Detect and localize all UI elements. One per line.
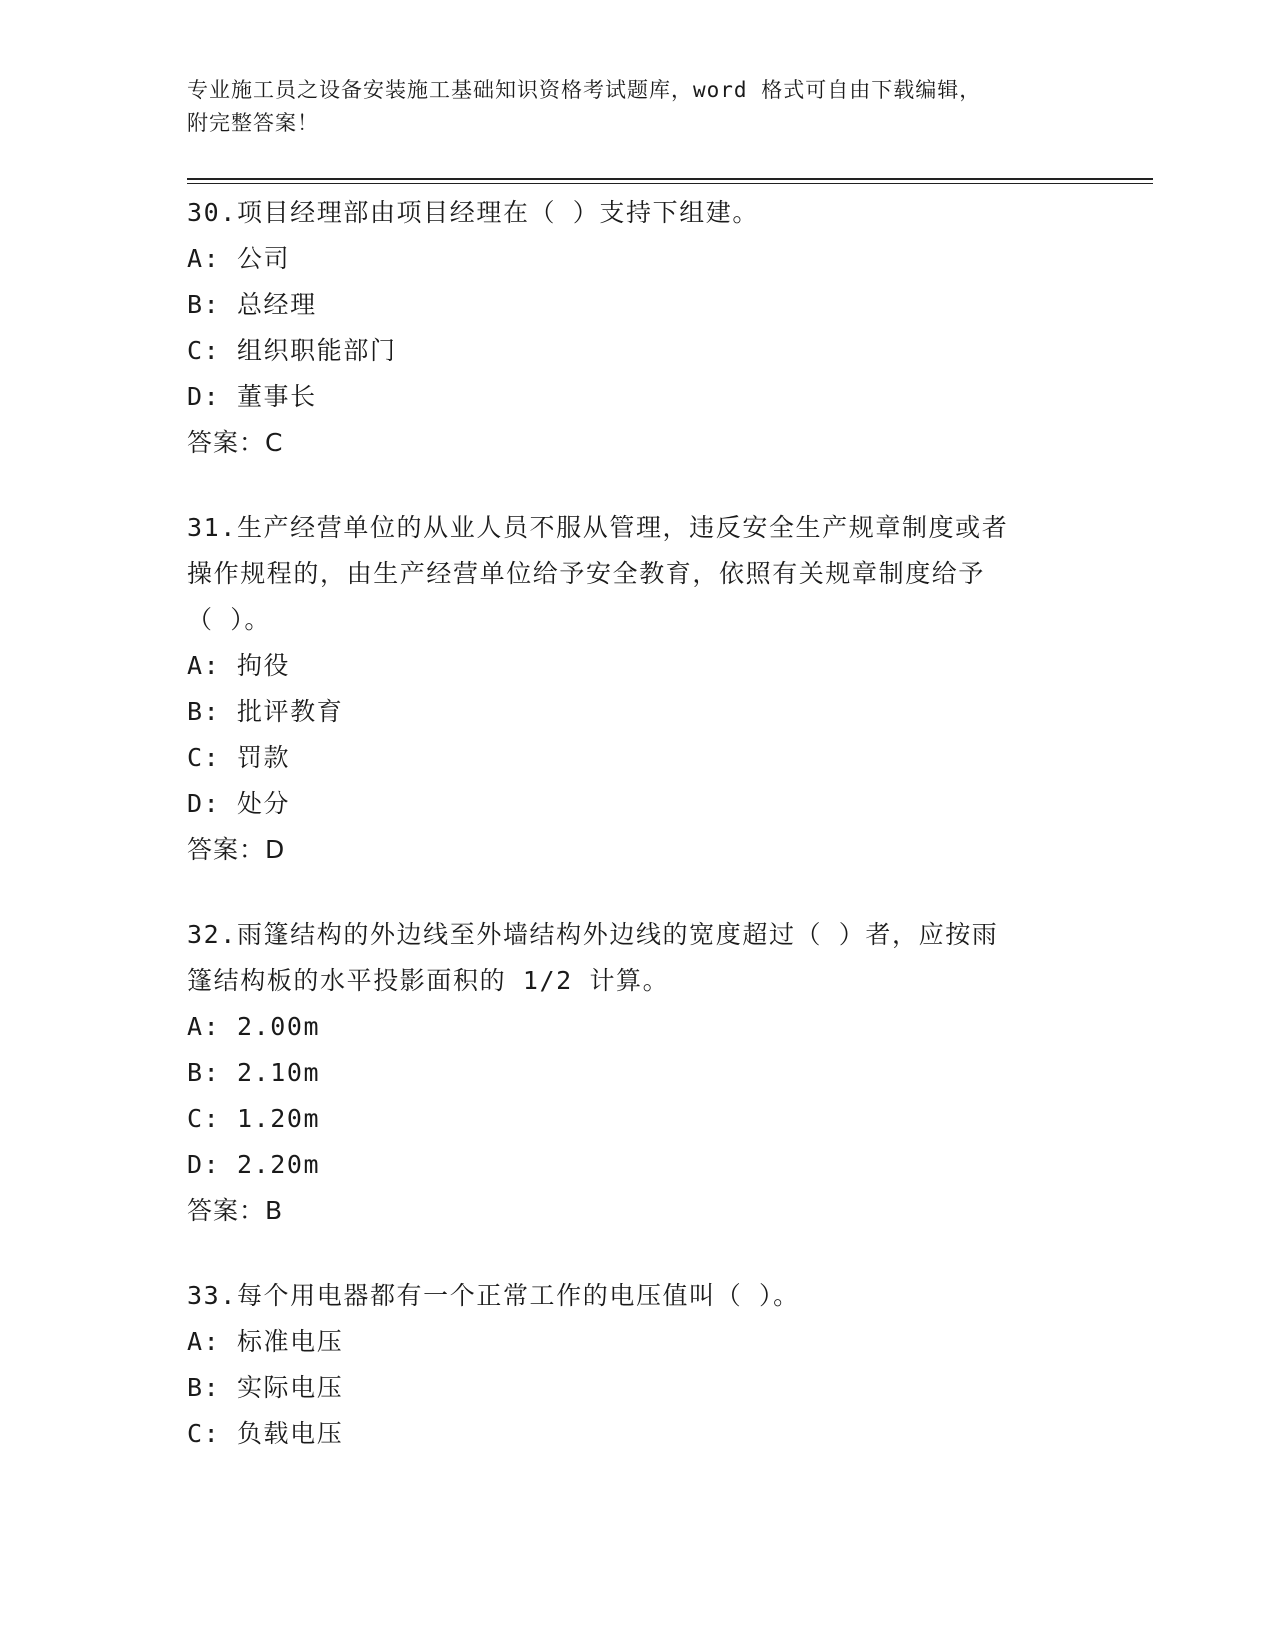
header-divider-thick (187, 178, 1153, 180)
option-a: A: 标准电压 (187, 1327, 344, 1356)
option-d: D: 处分 (187, 789, 291, 818)
option-d: D: 2.20m (187, 1150, 321, 1179)
option-a: A: 公司 (187, 244, 291, 273)
option-c: C: 负载电压 (187, 1419, 344, 1448)
option-b: B: 总经理 (187, 290, 317, 319)
answer: 答案：D (187, 835, 286, 864)
question-stem: 33.每个用电器都有一个正常工作的电压值叫（ ）。 (187, 1281, 800, 1310)
question-30 (187, 190, 1087, 466)
question-stem: 30.项目经理部由项目经理在（ ）支持下组建。 (187, 198, 760, 227)
header-line-1: 专业施工员之设备安装施工基础知识资格考试题库，word 格式可自由下载编辑， (187, 78, 982, 102)
option-a: A: 2.00m (187, 1012, 321, 1041)
question-32 (187, 912, 1087, 1234)
header-line-2: 附完整答案！ (187, 111, 319, 135)
option-b: B: 2.10m (187, 1058, 321, 1087)
question-list (187, 190, 1087, 1496)
question-stem: 篷结构板的水平投影面积的 1/2 计算。 (187, 966, 670, 995)
option-c: C: 组织职能部门 (187, 336, 397, 365)
option-b: B: 批评教育 (187, 697, 344, 726)
option-a: A: 拘役 (187, 651, 291, 680)
question-stem: （ ）。 (187, 605, 271, 634)
question-stem: 31.生产经营单位的从业人员不服从管理，违反安全生产规章制度或者 (187, 513, 1009, 542)
option-b: B: 实际电压 (187, 1373, 344, 1402)
header-divider-thin (187, 183, 1153, 184)
document-header (187, 74, 1087, 140)
question-stem: 操作规程的，由生产经营单位给予安全教育，依照有关规章制度给予 (187, 559, 986, 588)
option-d: D: 董事长 (187, 382, 317, 411)
answer: 答案：B (187, 1196, 284, 1225)
question-33 (187, 1273, 1087, 1457)
option-c: C: 罚款 (187, 743, 291, 772)
option-c: C: 1.20m (187, 1104, 321, 1133)
question-stem: 32.雨篷结构的外边线至外墙结构外边线的宽度超过（ ）者，应按雨 (187, 920, 999, 949)
answer: 答案：C (187, 428, 284, 457)
question-31 (187, 505, 1087, 873)
